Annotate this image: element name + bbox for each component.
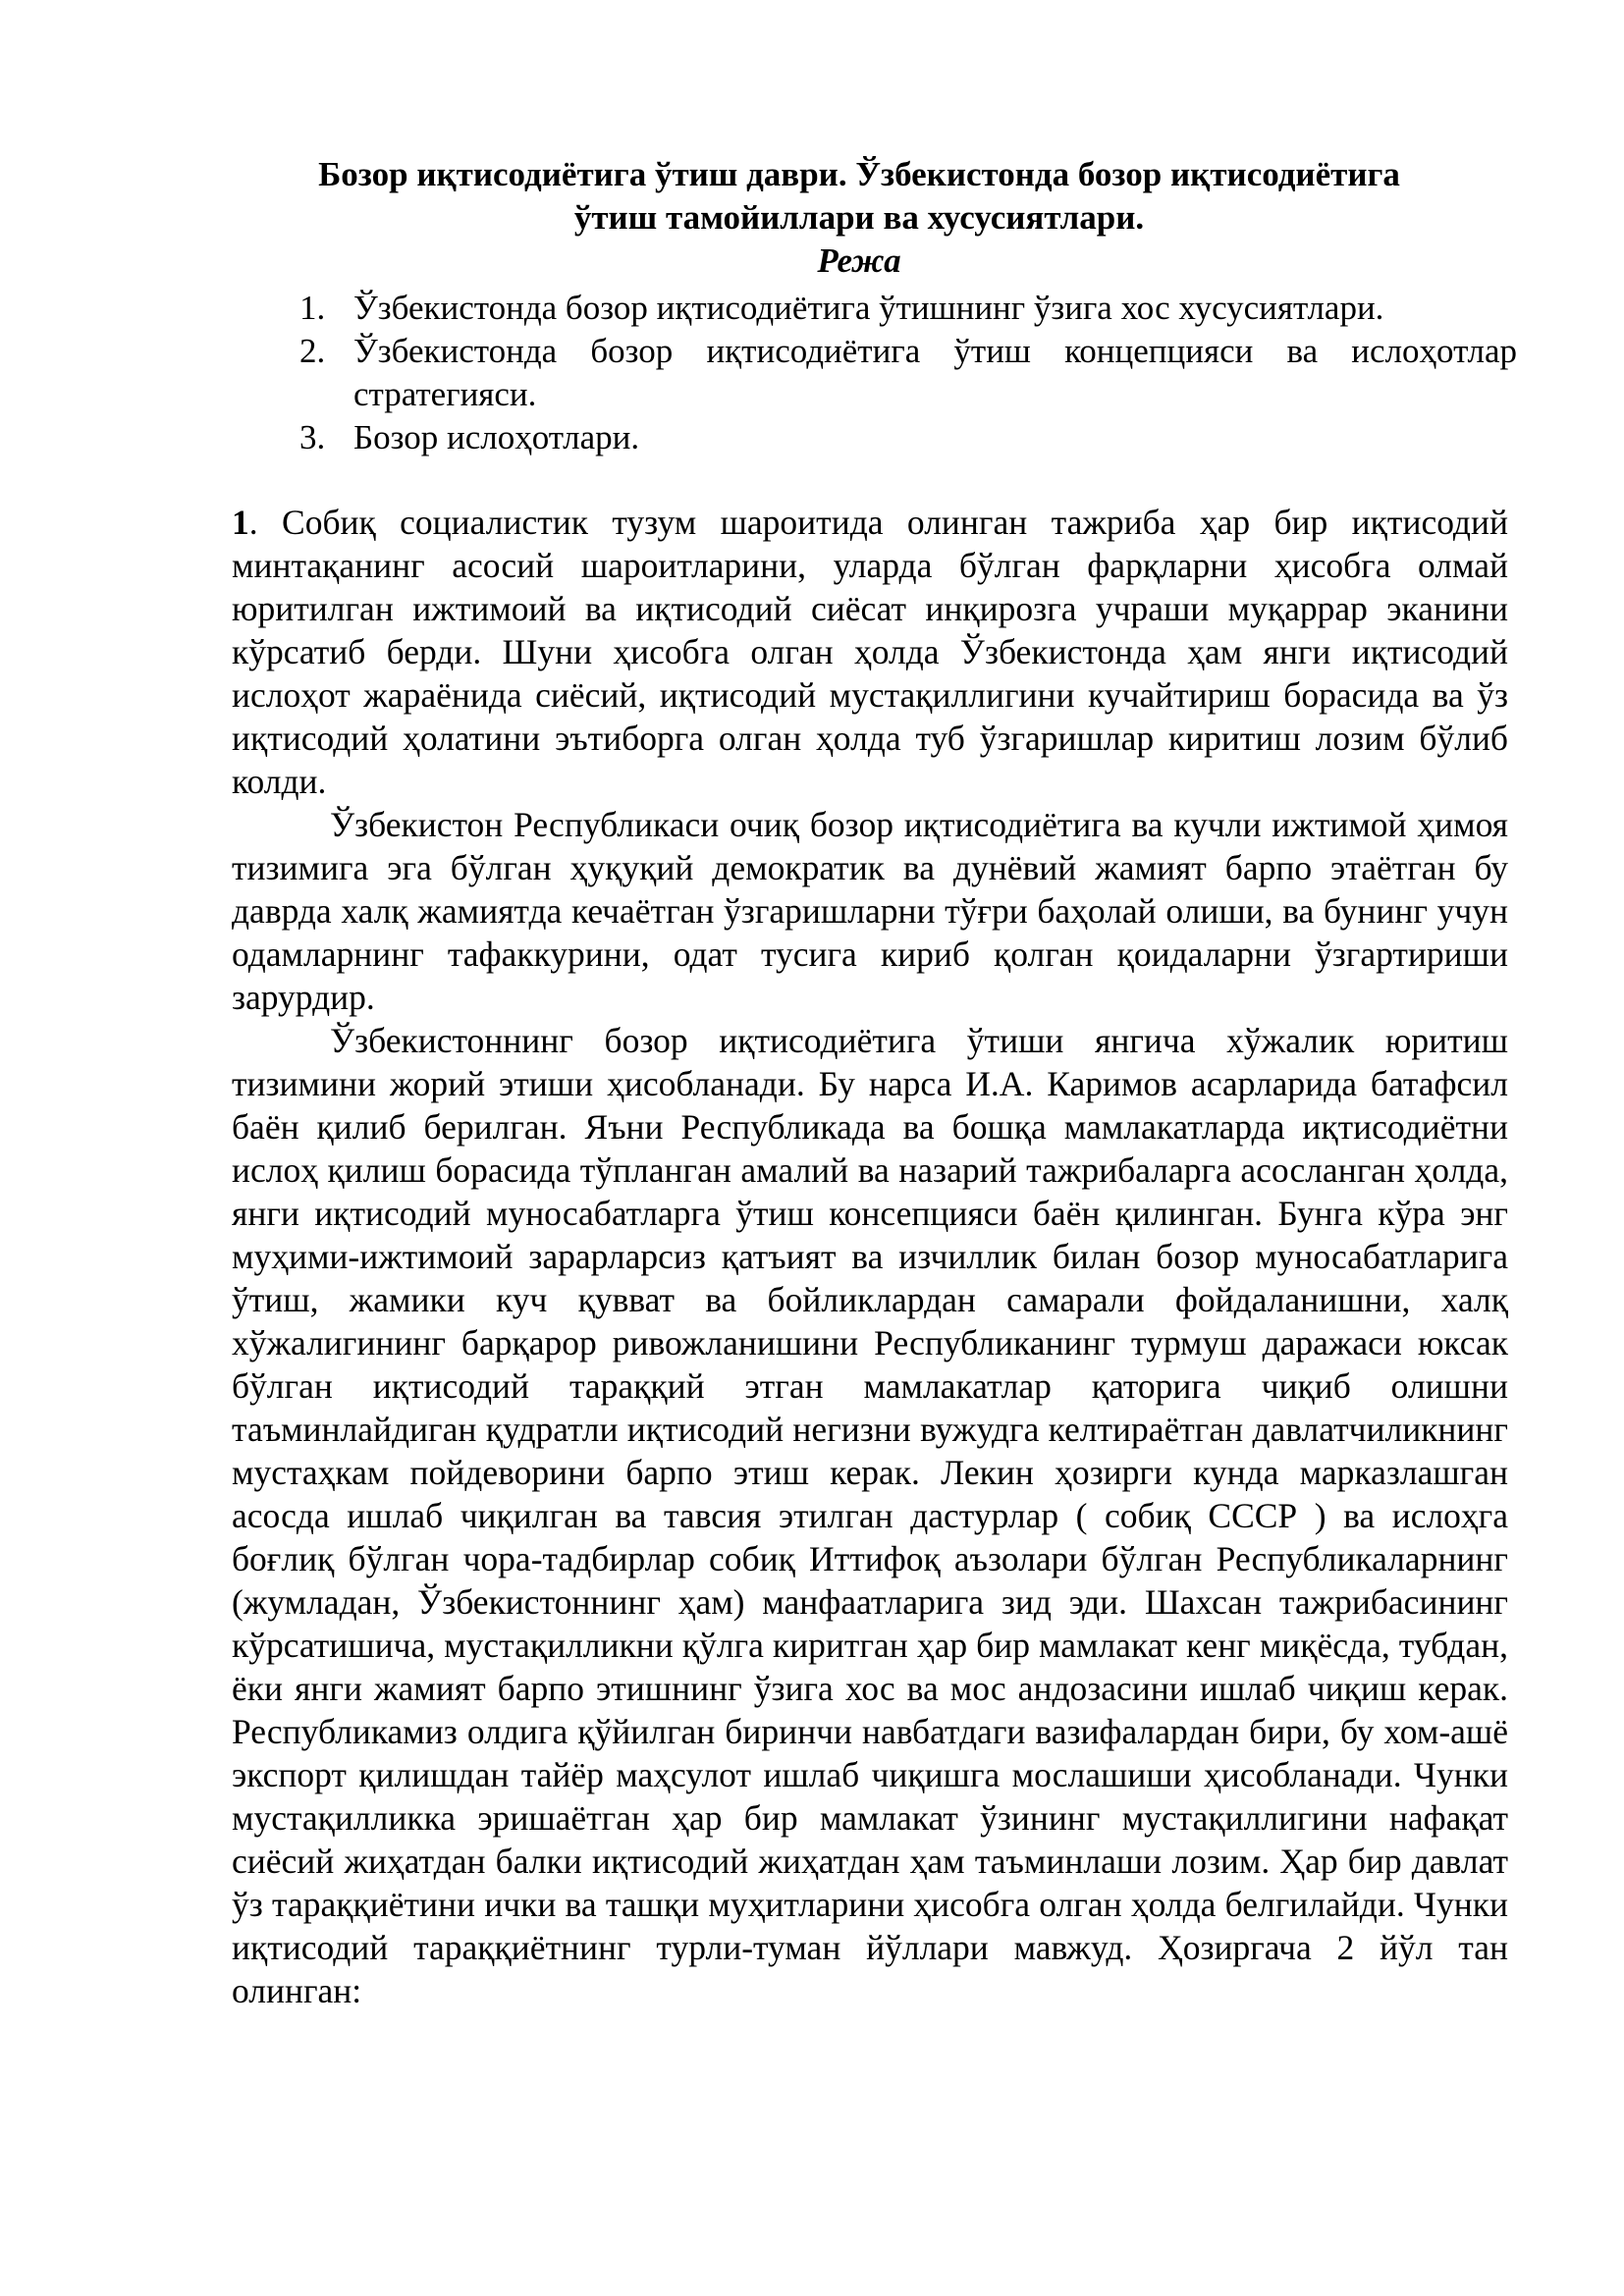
title-line-2: ўтиш тамойиллари ва хусусиятлари.: [573, 198, 1145, 237]
section-number: 1: [232, 503, 249, 542]
paragraph-1: [232, 501, 1508, 803]
plan-item: [299, 287, 1517, 330]
document-title: [226, 153, 1492, 240]
paragraph-1-text: . Собиқ социалистик тузум шароитида олинган тажриба ҳар бир иқтисодий минтақанинг асосий шароитларини, уларда бўлган фарқларни ҳисобга олмай юритилган ижтимоий ва иқтисодий сиёсат инқирозга учраши муқаррар эканини кўрсатиб берди. Шуни ҳисобга олган ҳолда Ўзбекистонда ҳам янги иқтисодий ислоҳот жараёнида сиёсий, иқтисодий мустақиллигини кучайтириш борасида ва ўз иқтисодий ҳолатини эътиборга олган ҳолда туб ўзгаришлар киритиш лозим бўлиб колди.: [232, 503, 1508, 801]
plan-item: [299, 330, 1517, 416]
plan-item: [299, 416, 1517, 459]
plan-item-number: 3.: [299, 418, 326, 456]
plan-item-text: Ўзбекистонда бозор иқтисодиётига ўтиш концепцияси ва ислоҳотлар стратегияси.: [353, 332, 1517, 413]
plan-heading: Режа: [817, 241, 901, 280]
plan-item-number: 1.: [299, 289, 326, 327]
paragraph-3: Ўзбекистоннинг бозор иқтисодиётига ўтиши янгича хўжалик юритиш тизимини жорий этиши ҳисобланади. Бу нарса И.А. Каримов асарларида батафсил баён қилиб берилган. Яъни Республикада ва бошқа мамлакатларда иқтисодиётни ислоҳ қилиш борасида тўпланган амалий ва назарий тажрибаларга асосланган ҳолда, янги иқтисодий муносабатларга ўтиш консепцияси баён қилинган. Бунга кўра энг муҳими-ижтимоий зарарларсиз қатъият ва изчиллик билан бозор муносабатларига ўтиш, жамики куч қувват ва бойликлардан самарали фойдаланишни, халқ хўжалигининг барқарор ривожланишини Республиканинг турмуш даражаси юксак бўлган иқтисодий тараққий этган мамлакатлар қаторига чиқиб олишни таъминлайдиган қудратли иқтисодий негизни вужудга келтираётган давлатчиликнинг мустаҳкам пойдеворини барпо этиш керак. Лекин ҳозирги кунда марказлашган асосда ишлаб чиқилган ва тавсия этилган дастурлар ( собиқ СССР ) ва ислоҳга боғлиқ бўлган чора-тадбирлар собиқ Иттифоқ аъзолари бўлган Республикаларнинг (жумладан, Ўзбекистоннинг ҳам) манфаатларига зид эди. Шахсан тажрибасининг кўрсатишича, мустақилликни қўлга киритган ҳар бир мамлакат кенг миқёсда, тубдан, ёки янги жамият барпо этишнинг ўзига хос ва мос андозасини ишлаб чиқиш керак. Республикамиз олдига қўйилган биринчи навбатдаги вазифалардан бири, бу хом-ашё экспорт қилишдан тайёр маҳсулот ишлаб чиқишга мослашиши ҳисобланади. Чунки мустақилликка эришаётган ҳар бир мамлакат ўзининг мустақиллигини нафақат сиёсий жиҳатдан балки иқтисодий жиҳатдан ҳам таъминлаши лозим. Ҳар бир давлат ўз тараққиётини ички ва ташқи муҳитларини ҳисобга олган ҳолда белгилайди. Чунки иқтисодий тараққиётнинг турли-туман йўллари мавжуд. Ҳозиргача 2 йўл тан олинган:: [232, 1021, 1508, 2010]
paragraph-2: Ўзбекистон Республикаси очиқ бозор иқтисодиётига ва кучли ижтимой ҳимоя тизимига эга бўлган ҳуқуқий демократик ва дунёвий жамият барпо этаётган бу даврда халқ жамиятда кечаётган ўзгаришларни тўғри баҳолай олиши, ва бунинг учун одамларнинг тафаккурини, одат тусига кириб қолган қоидаларни ўзгартириши зарурдир.: [232, 805, 1508, 1017]
title-line-1: Бозор иқтисодиётига ўтиш даври. Ўзбекистонда бозор иқтисодиётига: [318, 155, 1400, 193]
plan-list: [299, 287, 1517, 459]
plan-item-text: Ўзбекистонда бозор иқтисодиётига ўтишнинг ўзига хос хусусиятлари.: [353, 289, 1384, 327]
plan-item-number: 2.: [299, 332, 326, 370]
plan-item-text: Бозор ислоҳотлари.: [353, 418, 640, 456]
document-body: [232, 501, 1508, 2012]
